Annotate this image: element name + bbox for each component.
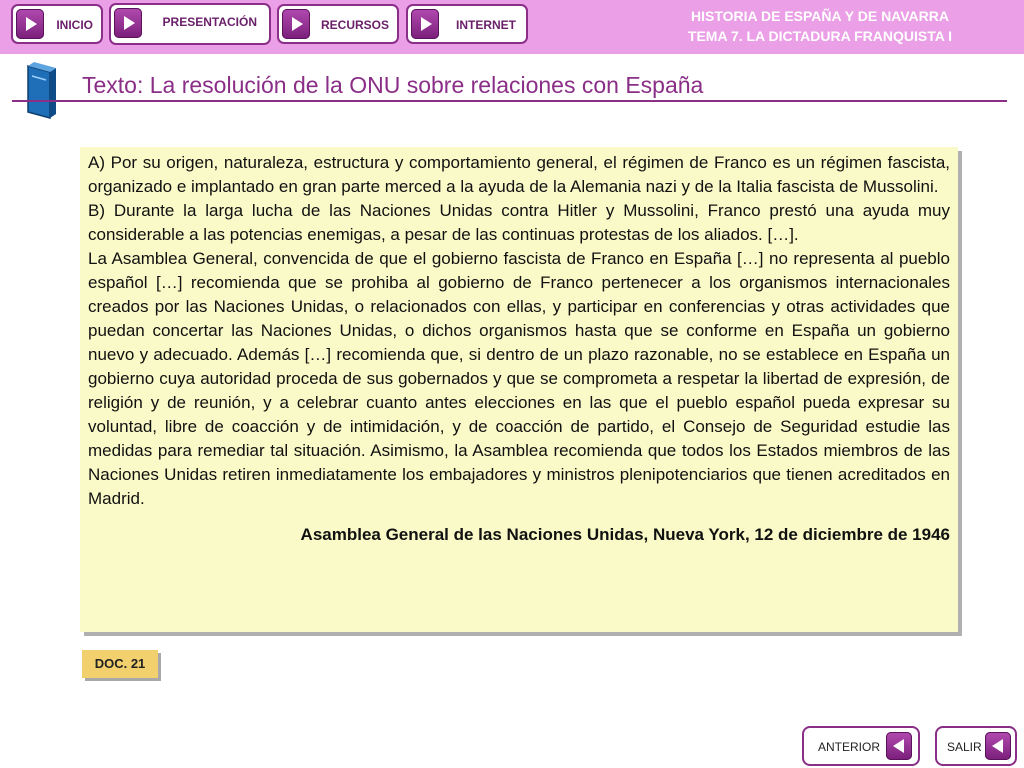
unit-title: TEMA 7. LA DICTADURA FRANQUISTA I	[687, 28, 953, 44]
book-icon	[20, 62, 60, 122]
top-navigation-bar	[0, 0, 1024, 54]
play-icon	[114, 8, 142, 38]
inicio-button[interactable]	[11, 4, 103, 44]
document-number-badge: DOC. 21	[82, 650, 158, 678]
document-paragraph-a: A) Por su origen, naturaleza, estructura y comportamiento general, el régimen de Franco es un régimen fascista, organizado e implantado en gran parte merced a la ayuda de la Alemania nazi y de la Italia fascista de Mussolini.	[88, 153, 950, 196]
recursos-button[interactable]	[277, 4, 399, 44]
course-header	[650, 6, 990, 46]
course-title: HISTORIA DE ESPAÑA Y DE NAVARRA	[690, 8, 949, 24]
recursos-label: RECURSOS	[320, 18, 389, 32]
inicio-label: INICIO	[56, 18, 93, 32]
play-icon	[411, 9, 439, 39]
document-paragraph-b: B) Durante la larga lucha de las Naciones Unidas contra Hitler y Mussolini, Franco prestó una ayuda muy considerable a las potencias enemigas, a pesar de las continuas protestas de los aliados. […].	[88, 201, 950, 244]
salir-button[interactable]	[935, 726, 1017, 766]
document-source: Asamblea General de las Naciones Unidas, Nueva York, 12 de diciembre de 1946	[300, 525, 950, 544]
document-paragraph-resolution: La Asamblea General, convencida de que el gobierno fascista de Franco en España […] no representa al pueblo español […] recomienda que se prohiba al gobierno de Franco pertenecer a los organismos internacionales creados por las Naciones Unidas, o relacionados con ellas, y participar en conferencias y otras actividades que puedan concertar las Naciones Unidas, o dichos organismos hasta que se conforme en España un gobierno nuevo y adecuado. Además […] recomienda que, si dentro de un plazo razonable, no se establece en España un gobierno cuya autoridad proceda de sus gobernados y que se comprometa a respetar la libertad de expresión, de religión y de reunión, y a celebrar cuanto antes elecciones en las que el pueblo español pueda expresar su voluntad, libre de coacción y de intimidación, y de coacción de partido, el Consejo de Seguridad estudie las medidas para remediar tal situación. Asimismo, la Asamblea recomienda que todos los Estados miembros de las Naciones Unidas retiren inmediatamente los embajadores y ministros plenipotenciarios que tienen acreditados en Madrid.	[88, 249, 950, 508]
back-arrow-icon	[886, 732, 912, 760]
document-text-box	[80, 147, 958, 632]
salir-label: SALIR	[947, 740, 982, 754]
internet-label: INTERNET	[456, 18, 516, 32]
page-title: Texto: La resolución de la ONU sobre relaciones con España	[82, 72, 704, 98]
back-arrow-icon	[985, 732, 1011, 760]
presentacion-button[interactable]	[109, 3, 271, 45]
anterior-label: ANTERIOR	[818, 740, 881, 754]
title-divider	[12, 100, 1007, 102]
anterior-button[interactable]	[802, 726, 920, 766]
play-icon	[282, 9, 310, 39]
play-icon	[16, 9, 44, 39]
presentacion-label: PRESENTACIÓN	[162, 15, 257, 29]
internet-button[interactable]	[406, 4, 528, 44]
